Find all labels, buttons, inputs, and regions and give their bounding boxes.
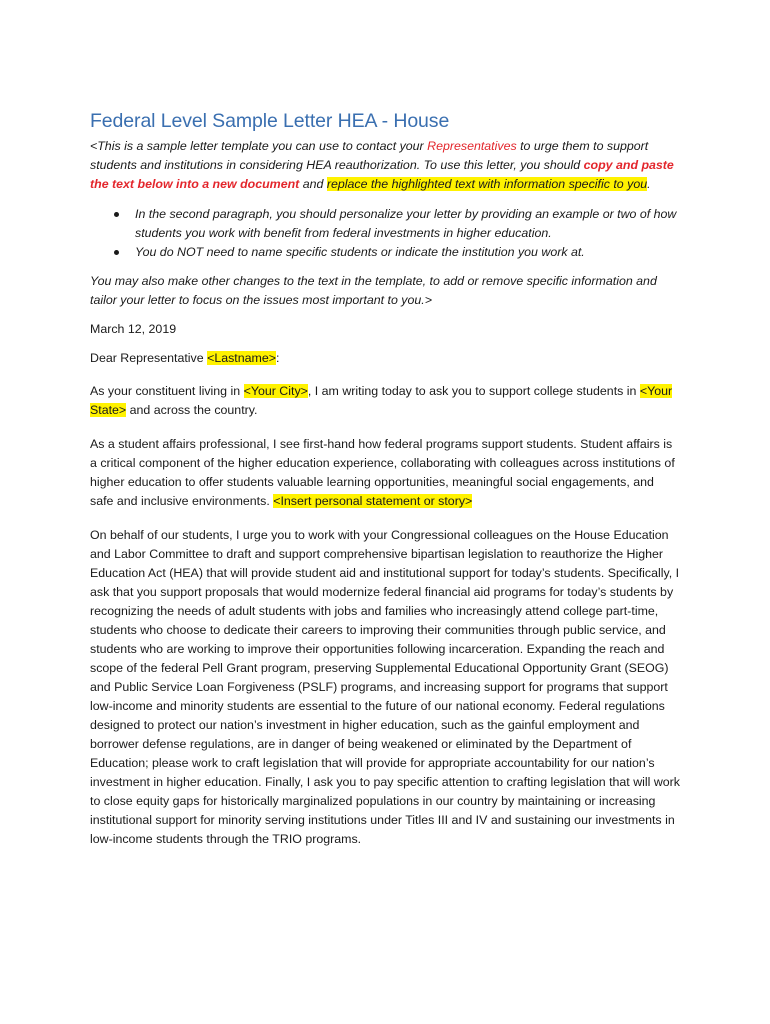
paragraph-student-affairs	[90, 435, 680, 511]
representatives-link[interactable]: Representatives	[427, 139, 517, 153]
para2-text: As a student affairs professional, I see first-hand how federal programs support students. Student affairs is a critical component of the higher education experience, collaborating with colleagues across institutions of higher education to offer students valuable learning opportunities, meaningful social engagements, and safe and inclusive environments.	[90, 437, 675, 508]
intro-instructions	[90, 137, 680, 194]
document-title: Federal Level Sample Letter HEA - House	[90, 110, 450, 132]
intro-text-2: to urge them to support students and institutions in considering HEA reauthorization. To use this letter, you should	[90, 139, 649, 172]
intro-text-4: .	[647, 177, 651, 191]
letter-date: March 12, 2019	[90, 322, 177, 336]
state-placeholder: <Your State>	[90, 384, 673, 417]
salutation-suffix: :	[275, 351, 280, 365]
bullet-item-no-names: You do NOT need to name specific students or indicate the institution you work at.	[135, 243, 680, 262]
closing-note: You may also make other changes to the text in the template, to add or remove specific information and tailor your letter to focus on the issues most important to you.>	[90, 274, 657, 307]
salutation-prefix: Dear Representative	[90, 351, 208, 365]
para1-text-a: As your constituent living in	[90, 384, 244, 398]
copy-paste-instruction: copy and paste the text below into a new document	[90, 158, 674, 191]
paragraph-hea-request: On behalf of our students, I urge you to work with your Congressional colleagues on the House Education and Labor Committee to draft and support comprehensive bipartisan legislation to reauthorize the Higher Education Act (HEA) that will provide student aid and institutional support for today’s students. Specifically, I ask that you support proposals that would modernize federal financial aid programs for today’s students by recognizing the needs of adult students with jobs and families who increasingly attend college part-time, students who choose to dedicate their careers to improving their communities through public service, and students who are working to improve their opportunities following incarceration. Expanding the reach and scope of the federal Pell Grant program, preserving Supplemental Educational Opportunity Grant (SEOG) and Public Service Loan Forgiveness (PSLF) programs, and increasing support for programs that support low-income and minority students are essential to the future of our national economy. Federal regulations designed to protect our nation’s investment in higher education, such as the gainful employment and borrower defense regulations, are in danger of being weakened or eliminated by the Department of Education; please work to craft legislation that will provide for appropriate accountability for our nation’s investment in higher education. Finally, I ask you to pay specific attention to crafting legislation that will work to close equity gaps for historically marginalized populations in our country by maintaining or increasing institutional support for minority serving institutions under Titles III and IV and sustaining our investments in low-income students through the TRIO programs.	[90, 528, 681, 846]
intro-text-1: <This is a sample letter template you can use to contact your	[90, 139, 428, 153]
instruction-bullets	[90, 205, 680, 262]
lastname-placeholder: <Lastname>	[207, 351, 276, 365]
para1-text-c: and across the country.	[126, 403, 258, 417]
letter-page	[90, 108, 680, 864]
highlight-instruction: replace the highlighted text with information specific to you	[326, 177, 648, 191]
city-placeholder: <Your City>	[243, 384, 308, 398]
personal-statement-placeholder: <Insert personal statement or story>	[273, 494, 473, 508]
salutation	[90, 349, 680, 368]
para1-text-b: , I am writing today to ask you to support college students in	[307, 384, 640, 398]
bullet-item-personalize: In the second paragraph, you should personalize your letter by providing an example or two of how students you work with benefit from federal investments in higher education.	[135, 205, 680, 243]
paragraph-constituent	[90, 382, 680, 420]
intro-text-3: and	[299, 177, 327, 191]
